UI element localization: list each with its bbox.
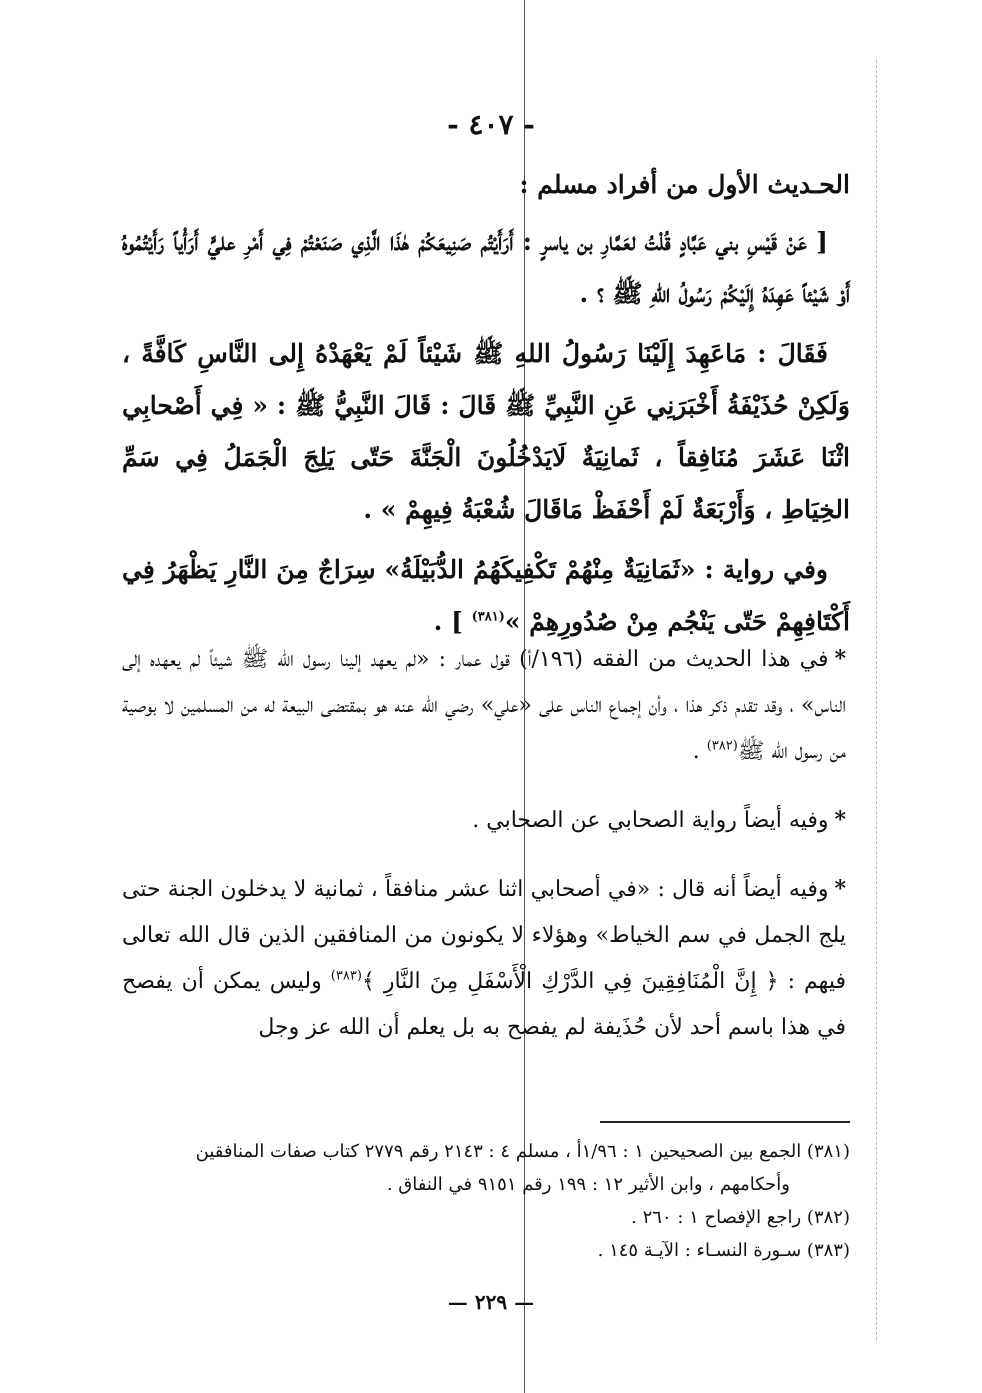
note-text: وفيه أيضاً أنه قال : «في أصحابي اثنا عشر منافقاً ، ثمانية لا يدخلون الجنة حتى يلج الجمل في سم الخياط» وهؤلاء لا يكونون من المنافقين الذين قال الله تعالى فيهم : ﴿ إِنَّ الْمُنَافِقِينَ فِي الدَّرْكِ الْأَسْفَلِ مِنَ النَّارِ ﴾ <box>122 877 846 994</box>
footnote-ref-381: (٣٨١) <box>471 609 505 625</box>
footnotes <box>122 1135 850 1267</box>
note-text: وفيه أيضاً رواية الصحابي عن الصحابي . <box>472 808 829 833</box>
footnote-383: (٣٨٣) سـورة النسـاء : الآيـة ١٤٥ . <box>597 1240 850 1261</box>
footnote-382: (٣٨٢) راجع الإفصاح ١ : ٢٦٠ . <box>631 1207 850 1228</box>
section-title: الحـديث الأول من أفراد مسلم : <box>519 170 850 199</box>
hadith-paragraph-3-end: ] . <box>433 607 472 636</box>
note-end: وليس يمكن أن يفصح في هذا باسم أحد لأن حُذَيفة لم يفصح به بل يعلم أن الله عز وجل <box>122 969 846 1040</box>
note-item <box>122 636 850 775</box>
page-number-footer: — ٢٢٩ — <box>447 1290 535 1314</box>
footnote-381: (٣٨١) الجمع بين الصحيحين ١ : ١/٩٦أ ، مسلم ٤ : ٢١٤٣ رقم ٢٧٧٩ كتاب صفات المنافقين <box>195 1141 850 1162</box>
note-text: في هذا الحديث من الفقه (١٩٦/أ) قول عمار : «لم يعهد إلينا رسول الله ﷺ شيئاً لم يعهده إلى الناس» ، وقد تقدم ذكر هذا ، وأن إجماع الناس على «علي» رضي الله عنه هو بمقتضى البيعة له من المسلمين لا بوصية من رسول الله ﷺ <box>122 647 846 764</box>
footnote-separator <box>600 1121 850 1123</box>
footnote-381-continued: وأحكامهم ، وابن الأثير ١٢ : ١٩٩ رقم ٩١٥١ في النفاق . <box>386 1174 790 1195</box>
star-bullet-icon: * <box>834 876 846 902</box>
footnote-ref-382: (٣٨٢) <box>706 738 738 754</box>
page-number-header: - ٤٠٧ - <box>447 108 535 141</box>
note-item <box>122 797 850 844</box>
hadith-paragraph-3 <box>122 544 850 648</box>
hadith-paragraph-2: فَقَالَ : مَاعَهِدَ إِلَيْنَا رَسُولُ اللهِ ﷺ شَيْئاً لَمْ يَعْهَدْهُ إِلى النَّاسِ كَافَّةً ، وَلَكِنْ حُذَيْفَةُ أَخْبَرَنِي عَنِ النَّبِيِّ ﷺ قَالَ : قَالَ النَّبِيُّ ﷺ : « فِي أَصْحابِي اثْنَا عَشَرَ مُنَافِقاً ، ثَمانِيَةٌ لَايَدْخُلُونَ الْجَنَّةَ حَتّى يَلِجَ الْجَمَلُ فِي سَمِّ الخِيَاطِ ، وَأَرْبَعَةٌ لَمْ أَحْفَظْ مَاقَالَ شُعْبَةُ فِيهِمْ » . <box>122 339 850 524</box>
scan-edge-line <box>876 60 878 1340</box>
star-bullet-icon: * <box>834 807 846 833</box>
commentary-notes <box>122 636 850 1073</box>
star-bullet-icon: * <box>834 646 846 672</box>
hadith-text <box>122 216 850 656</box>
footnote-ref-383: (٣٨٣) <box>330 968 362 984</box>
hadith-paragraph-3-text: وفي رواية : «ثَمَانِيَةٌ مِنْهُمْ تَكْفِيكَهُمُ الدُّبَيْلَةُ» سِرَاجٌ مِنَ النَّارِ يَظْهَرُ فِي أَكْتَافِهِمْ حَتّى يَنْجُم مِنْ صُدُورِهِمْ » <box>122 555 850 636</box>
hadith-paragraph-1: [ عَنْ قَيْسِ بني عَبَّادٍ قُلْتُ لعَمَّارِ بن ياسرٍ : أَرَأَيْتُم صَنِيعَكُمْ هٰذَا الَّذِي صَنَعْتُمْ فِي أَمْرِ عليٍّ أَرَأْياً رَأَيْتُمُوهُ أَوْ شَيْئاً عَهِدَهُ إِلَيْكُمْ رَسُولُ اللهِ ﷺ ؟ . <box>122 227 850 308</box>
note-item <box>122 866 850 1051</box>
note-end: . <box>692 739 707 764</box>
